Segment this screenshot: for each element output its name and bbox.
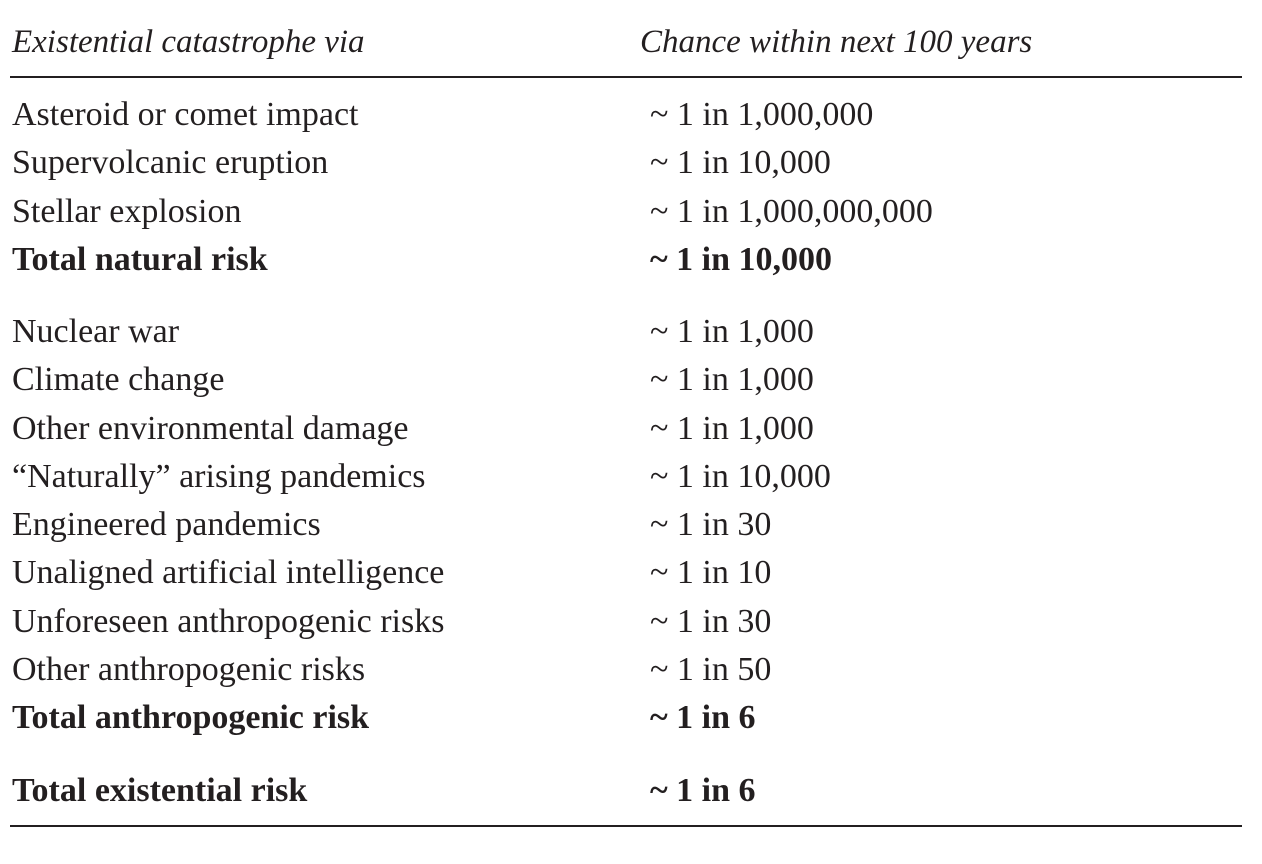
row-label: “Naturally” arising pandemics <box>12 458 426 495</box>
row-value: ~ 1 in 1,000,000 <box>650 96 874 133</box>
header-rule <box>10 76 1242 78</box>
row-value: ~ 1 in 30 <box>650 506 772 543</box>
bottom-rule <box>10 825 1242 827</box>
row-label: Other anthropogenic risks <box>12 651 366 688</box>
row-value: ~ 1 in 1,000,000,000 <box>650 193 933 230</box>
row-label: Nuclear war <box>12 313 180 350</box>
header-chance: Chance within next 100 years <box>640 24 1033 60</box>
row-label: Unforeseen anthropogenic risks <box>12 603 445 640</box>
row-label: Climate change <box>12 361 225 398</box>
row-label: Asteroid or comet impact <box>12 96 359 133</box>
row-label: Unaligned artificial intelligence <box>12 554 445 591</box>
row-value: ~ 1 in 1,000 <box>650 361 814 398</box>
row-label: Other environmental damage <box>12 410 409 447</box>
row-value: ~ 1 in 10,000 <box>650 144 831 181</box>
row-label: Engineered pandemics <box>12 506 321 543</box>
row-label: Stellar explosion <box>12 193 242 230</box>
row-value: ~ 1 in 10,000 <box>650 458 831 495</box>
grand-total-value: ~ 1 in 6 <box>650 772 756 809</box>
grand-total-label: Total existential risk <box>12 772 308 809</box>
row-label: Supervolcanic eruption <box>12 144 329 181</box>
row-value: ~ 1 in 30 <box>650 603 772 640</box>
row-value: ~ 1 in 10 <box>650 554 772 591</box>
total-label: Total anthropogenic risk <box>12 699 370 736</box>
header-catastrophe: Existential catastrophe via <box>12 24 365 60</box>
row-value: ~ 1 in 1,000 <box>650 410 814 447</box>
total-value: ~ 1 in 6 <box>650 699 756 736</box>
row-value: ~ 1 in 50 <box>650 651 772 688</box>
total-label: Total natural risk <box>12 241 268 278</box>
row-value: ~ 1 in 1,000 <box>650 313 814 350</box>
total-value: ~ 1 in 10,000 <box>650 241 833 278</box>
